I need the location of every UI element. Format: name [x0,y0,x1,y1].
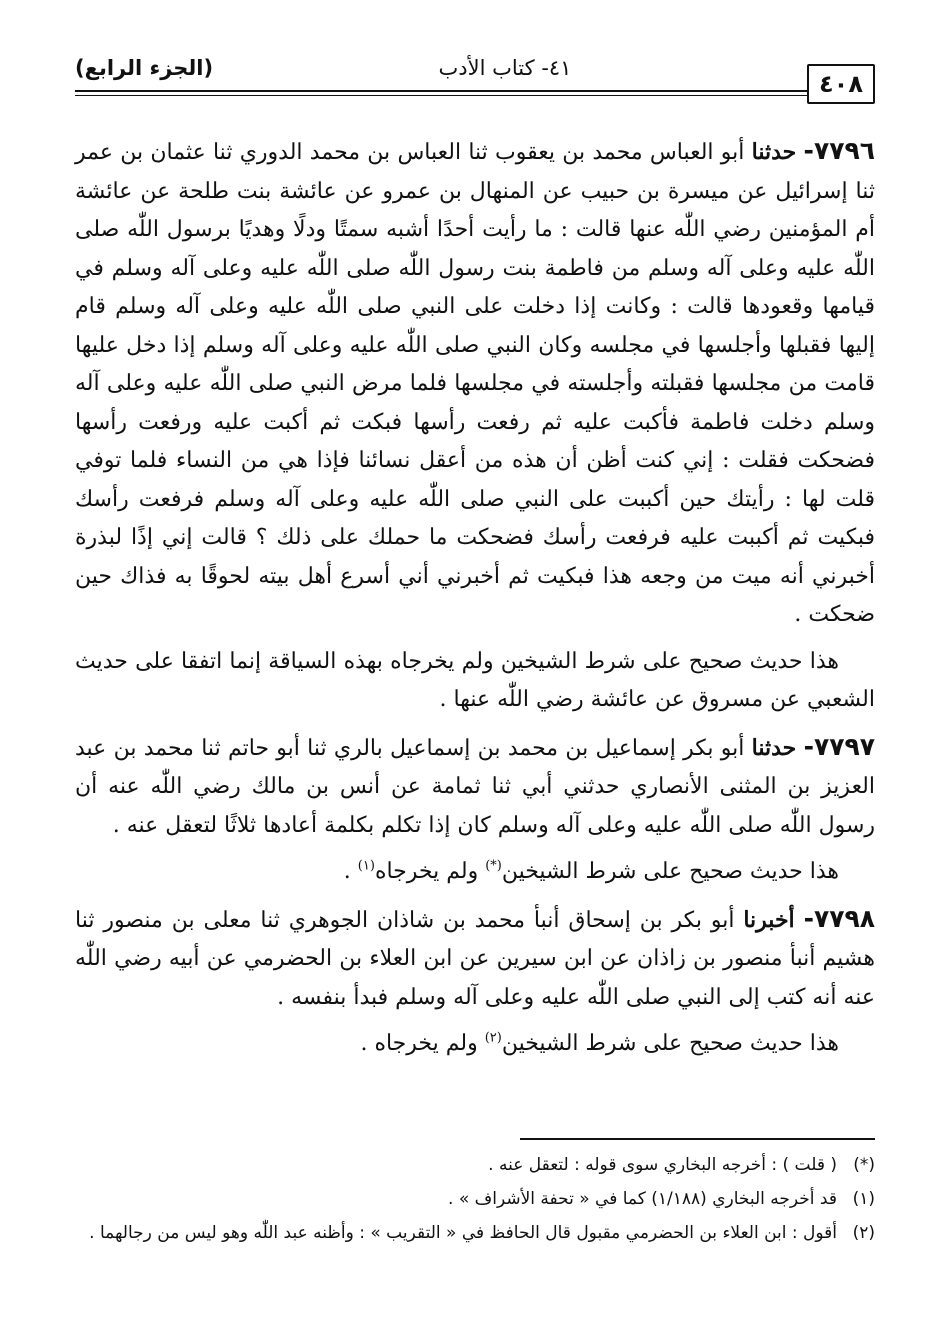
hadith-text: أبو بكر بن إسحاق أنبأ محمد بن شاذان الجوهري ثنا معلى بن منصور ثنا هشيم أنبأ منصور بن زاذان عن ابن سيرين عن ابن العلاء بن الحضرمي عن أبيه رضي اللّٰه عنه أنه كتب إلى النبي صلى اللّٰه عليه وعلى آله وسلم فبدأ بنفسه . [75,907,875,1010]
footnote-item [75,1216,875,1250]
footnote-item [75,1148,875,1182]
footnote-item [75,1182,875,1216]
page-number: ٤٠٨ [807,64,875,104]
hadith-number: ٧٧٩٦- [803,136,875,165]
chapter-title: ٤١- كتاب الأدب [438,56,572,80]
hadith-7797 [75,728,875,846]
hadith-lead-word: حدثنا [751,139,797,165]
hadith-number: ٧٧٩٧- [803,731,875,761]
footnote-text: ( قلت ) : أخرجه البخاري سوى قوله : لتعقل عنه . [488,1155,837,1175]
footnote-ref-1: (١) [357,858,375,874]
hadith-number: ٧٧٩٨- [803,903,875,933]
main-text [75,132,875,1064]
footnotes [75,1148,875,1250]
header-rule-thin [75,95,807,96]
grading-text: هذا حديث صحيح على شرط الشيخين [501,1031,839,1056]
header-rule [75,90,807,92]
page-header [75,50,875,106]
hadith-lead-word: حدثنا [751,734,797,761]
hadith-text: أبو بكر إسماعيل بن محمد بن إسماعيل بالري ثنا أبو حاتم ثنا محمد بن عبد العزيز بن المثنى الأنصاري حدثني أبي ثنا ثمامة عن أنس بن مالك رضي اللّٰه عنه أن رسول اللّٰه صلى اللّٰه عليه وعلى آله وسلم كان إذا تكلم بكلمة أعادها ثلاثًا لتعقل عنه . [75,735,875,838]
grading-text: هذا حديث صحيح على شرط الشيخين [501,859,839,884]
grading-text-cont: ولم يخرجاه . [360,1031,485,1056]
grading-text-cont: ولم يخرجاه [374,859,486,884]
grading-text: هذا حديث صحيح على شرط الشيخين ولم يخرجاه بهذه السياقة إنما اتفقا على حديث الشعبي عن مسروق عن عائشة رضي اللّٰه عنها . [75,648,875,712]
hadith-lead-word: أخبرنا [743,906,795,933]
hadith-grading [75,853,875,892]
hadith-grading [75,1025,875,1064]
volume-label: (الجزء الرابع) [75,56,214,80]
footnote-mark: (*) [853,1155,875,1175]
footnote-ref-2: (٢) [484,1030,502,1046]
footnote-mark: (٢) [852,1223,875,1243]
hadith-7798 [75,900,875,1018]
hadith-7796 [75,132,875,635]
footnote-separator [520,1138,875,1140]
hadith-grading [75,643,875,720]
footnote-ref-star: (*) [485,858,502,874]
footnote-mark: (١) [852,1189,875,1209]
footnote-text: قد أخرجه البخاري (١/١٨٨) كما في « تحفة الأشراف » . [448,1189,837,1209]
hadith-text: أبو العباس محمد بن يعقوب ثنا العباس بن محمد الدوري ثنا عثمان بن عمر ثنا إسرائيل عن ميسرة بن حبيب عن المنهال بن عمرو عن عائشة بنت طلحة عن عائشة أم المؤمنين رضي اللّٰه عنها قالت : ما رأيت أحدًا أشبه سمتًا ودلًا وهديًا برسول اللّٰه صلى اللّٰه عليه وعلى آله وسلم من فاطمة بنت رسول اللّٰه صلى اللّٰه عليه وعلى آله وسلم في قيامها وقعودها قالت : وكانت إذا دخلت على النبي صلى اللّٰه عليه وعلى آله وسلم قام إليها فقبلها وأجلسها في مجلسه وكان النبي صلى اللّٰه عليه وعلى آله وسلم إذا دخل عليها قامت من مجلسها فقبلته وأجلسته في مجلسها فلما مرض النبي صلى اللّٰه عليه وعلى آله وسلم دخلت فاطمة فأكبت عليه ثم رفعت رأسها فبكت ثم أكبت عليه ورفعت رأسها فضحكت فقلت : إني كنت أظن أن هذه من أعقل نسائنا فإذا هي من النساء فلما توفي قلت لها : رأيتك حين أكببت على النبي صلى اللّٰه عليه وعلى آله وسلم فرفعت رأسك فبكيت ثم أكببت عليه فرفعت رأسك فضحكت ما حملك على ذلك ؟ قالت إني إذًا لبذرة أخبرني أنه ميت من وجعه هذا فبكيت ثم أخبرني أني أسرع أهل بيته لحوقًا به فذاك حين ضحكت . [75,140,875,627]
grading-text-end: . [343,859,358,884]
footnote-text: أقول : ابن العلاء بن الحضرمي مقبول قال الحافظ في « التقريب » : وأظنه عبد اللّٰه وهو ليس من رجالهما . [89,1223,837,1243]
